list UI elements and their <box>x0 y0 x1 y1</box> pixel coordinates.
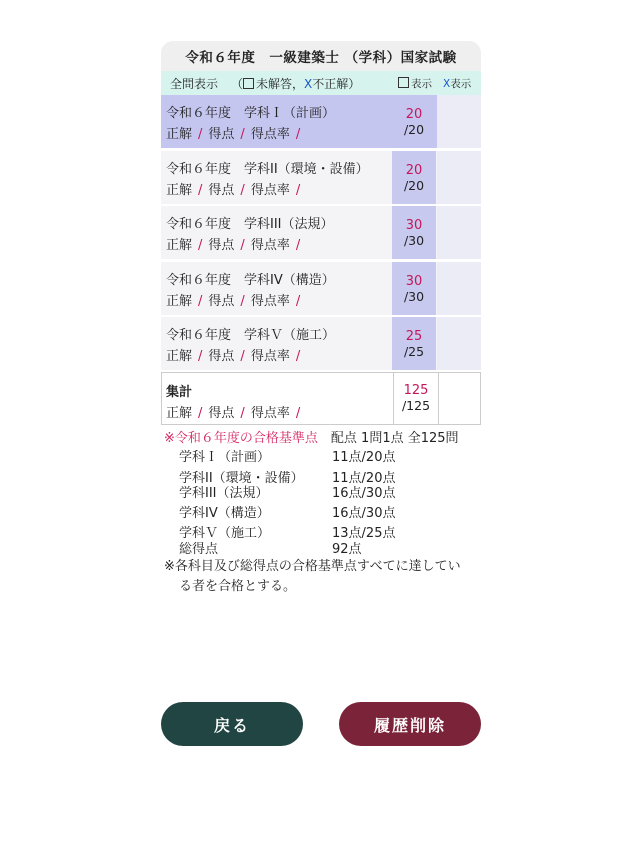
subject-stats: 正解 / 得点 / 得点率 / <box>166 183 301 198</box>
total-count: 125 /125 <box>393 373 438 424</box>
filter-bar <box>161 71 481 95</box>
subject-name: 令和６年度 学科II（環境・設備） <box>166 162 369 177</box>
criteria-heading: ※令和６年度の合格基準点 配点 1問1点 全125問 <box>164 431 459 446</box>
question-count: 30 /30 <box>392 206 436 259</box>
answer-cell <box>437 206 481 259</box>
answer-cell <box>437 262 481 315</box>
answer-cell <box>437 95 481 148</box>
back-button[interactable]: 戻る <box>161 702 303 746</box>
page-title: 令和６年度 一級建築士 （学科）国家試験 <box>161 41 481 71</box>
show-all-button[interactable]: 全問表示 <box>170 76 219 91</box>
subject-row[interactable] <box>161 317 481 370</box>
subject-stats: 正解 / 得点 / 得点率 / <box>166 294 301 309</box>
subject-stats: 正解 / 得点 / 得点率 / <box>166 127 301 142</box>
subject-name: 令和６年度 学科III（法規） <box>166 217 334 232</box>
answer-cell <box>437 317 481 370</box>
show-wrong-toggle[interactable]: X表示 <box>443 77 472 90</box>
total-row <box>161 372 481 425</box>
subject-row[interactable] <box>161 206 481 259</box>
subject-stats: 正解 / 得点 / 得点率 / <box>166 349 301 364</box>
criteria-item: 学科IV（構造） 16点/30点 <box>179 506 396 521</box>
x-mark-icon: X <box>304 76 313 91</box>
question-count: 20 /20 <box>392 95 436 148</box>
x-mark-icon: X <box>443 77 451 90</box>
subject-row[interactable] <box>161 262 481 315</box>
checkbox-icon <box>243 78 254 89</box>
subject-stats: 正解 / 得点 / 得点率 / <box>166 238 301 253</box>
show-unanswered-toggle[interactable]: 表示 <box>398 76 432 91</box>
total-stats: 正解 / 得点 / 得点率 / <box>166 406 301 421</box>
legend: （ 未解答，X不正解） <box>231 76 361 91</box>
subject-row[interactable] <box>161 95 481 148</box>
question-count: 20 /20 <box>392 151 436 204</box>
subject-name: 令和６年度 学科Ｖ（施工） <box>166 328 336 343</box>
criteria-item: 学科Ｉ（計画） 11点/20点 <box>179 450 396 465</box>
question-count: 30 /30 <box>392 262 436 315</box>
subject-row[interactable] <box>161 151 481 204</box>
criteria-note: ※各科目及び総得点の合格基準点すべてに達してい る者を合格とする。 <box>164 559 461 594</box>
criteria-item: 学科III（法規） 16点/30点 <box>179 486 396 501</box>
criteria-item: 総得点 92点 <box>179 542 362 557</box>
total-label: 集計 <box>166 385 193 400</box>
criteria-item: 学科Ｖ（施工） 13点/25点 <box>179 526 396 541</box>
question-count: 25 /25 <box>392 317 436 370</box>
answer-cell <box>438 373 481 424</box>
criteria-item: 学科II（環境・設備） 11点/20点 <box>179 471 396 486</box>
subject-name: 令和６年度 学科Ｉ（計画） <box>166 106 336 121</box>
answer-cell <box>437 151 481 204</box>
pass-criteria <box>164 427 459 446</box>
subject-name: 令和６年度 学科IV（構造） <box>166 273 335 288</box>
checkbox-icon <box>398 77 409 88</box>
results-panel <box>161 41 481 421</box>
delete-history-button[interactable]: 履歴削除 <box>339 702 481 746</box>
